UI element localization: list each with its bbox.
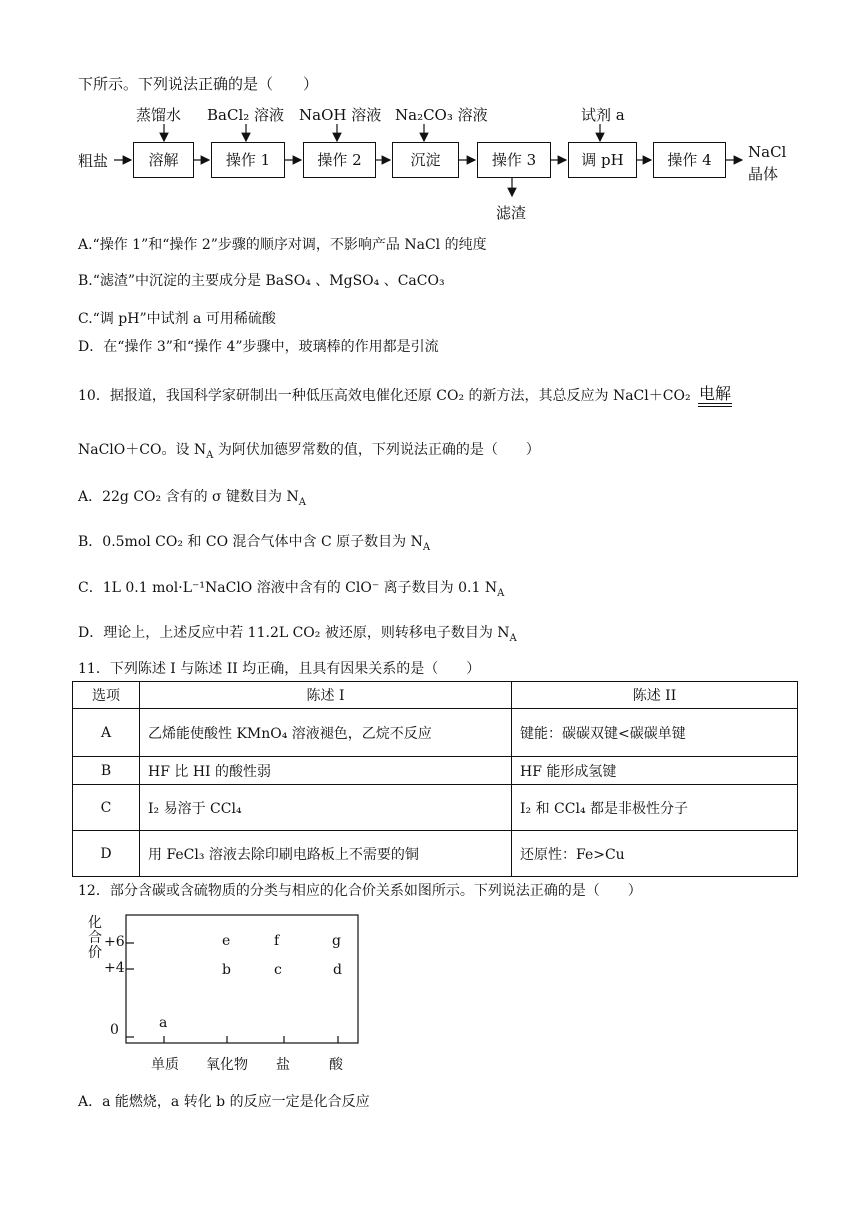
row-statement-1: HF 比 HI 的酸性弱	[140, 757, 512, 785]
q10-stem-text: 10．据报道，我国科学家研制出一种低压高效电催化还原 CO₂ 的新方法，其总反应为 NaCl＋CO₂	[78, 388, 691, 404]
point-e: e	[222, 933, 231, 949]
flow-step-dissolve: 溶解	[133, 142, 194, 178]
row-option: C	[73, 785, 140, 831]
subscript-a: A	[422, 541, 431, 553]
xtick-acid: 酸	[329, 1057, 343, 1073]
flow-step-op4: 操作 4	[653, 142, 726, 178]
row-statement-2: I₂ 和 CCl₄ 都是非极性分子	[512, 785, 798, 831]
point-b: b	[222, 962, 231, 978]
q10-option-b-text: B．0.5mol CO₂ 和 CO 混合气体中含 C 原子数目为 N	[78, 534, 423, 550]
q10-option-c-text: C．1L 0.1 mol·L⁻¹NaClO 溶液中含有的 ClO⁻ 离子数目为 0.1 N	[78, 580, 498, 596]
reagent-a: 试剂 a	[581, 106, 625, 124]
flow-step-op3: 操作 3	[477, 142, 551, 178]
point-a: a	[159, 1015, 168, 1031]
q9-option-b: B.“滤渣”中沉淀的主要成分是 BaSO₄ 、MgSO₄ 、CaCO₃	[78, 273, 445, 289]
q10-option-d-text: D．理论上，上述反应中若 11.2L CO₂ 被还原，则转移电子数目为 N	[78, 625, 510, 641]
flow-step-op2: 操作 2	[303, 142, 376, 178]
reagent-bacl2: BaCl₂ 溶液	[207, 106, 285, 124]
row-statement-2: 键能：碳碳双键<碳碳单键	[512, 709, 798, 757]
flow-end-line2: 晶体	[748, 165, 779, 183]
q12-option-a: A．a 能燃烧，a 转化 b 的反应一定是化合反应	[78, 1094, 370, 1110]
q9-option-c: C.“调 pH”中试剂 a 可用稀硫酸	[78, 311, 276, 327]
avogadro-subscript: A	[206, 449, 214, 461]
point-g: g	[332, 933, 341, 949]
ytick-zero: 0	[110, 1022, 119, 1038]
ytick-plus6: +6	[104, 934, 125, 950]
xtick-oxide: 氧化物	[206, 1057, 248, 1073]
ytick-plus4: +4	[104, 960, 125, 976]
flow-end-line1: NaCl	[748, 143, 787, 161]
reagent-water: 蒸馏水	[136, 106, 182, 124]
reagent-na2co3: Na₂CO₃ 溶液	[395, 106, 488, 124]
q9-option-d: D．在“操作 3”和“操作 4”步骤中，玻璃棒的作用都是引流	[78, 339, 439, 355]
row-statement-1: I₂ 易溶于 CCl₄	[140, 785, 512, 831]
xtick-salt: 盐	[276, 1057, 290, 1073]
subscript-a: A	[509, 632, 517, 644]
subscript-a: A	[298, 496, 306, 508]
question-9-intro: 下所示。下列说法正确的是（ ）	[78, 75, 319, 93]
electrolysis-label: 电解	[699, 384, 732, 403]
row-statement-1: 乙烯能使酸性 KMnO₄ 溶液褪色，乙烷不反应	[140, 709, 512, 757]
y-axis-label: 化合价	[88, 915, 102, 961]
q11-stem: 11．下列陈述 I 与陈述 II 均正确，且具有因果关系的是（ ）	[78, 661, 481, 677]
header-option: 选项	[73, 682, 140, 709]
header-statement-2: 陈述 II	[512, 682, 798, 709]
row-option: D	[73, 831, 140, 877]
header-statement-1: 陈述 I	[140, 682, 512, 709]
flow-start-label: 粗盐	[78, 152, 109, 170]
row-option: B	[73, 757, 140, 785]
flow-step-precipitate: 沉淀	[392, 142, 459, 178]
q12-stem: 12．部分含碳或含硫物质的分类与相应的化合价关系如图所示。下列说法正确的是（ ）	[78, 883, 642, 899]
subscript-a: A	[497, 587, 505, 599]
point-f: f	[274, 933, 280, 949]
flow-step-adjust-ph: 调 pH	[568, 142, 637, 178]
point-c: c	[274, 962, 282, 978]
row-statement-2: 还原性：Fe>Cu	[512, 831, 798, 877]
q9-option-a: A.“操作 1”和“操作 2”步骤的顺序对调，不影响产品 NaCl 的纯度	[78, 237, 487, 253]
flow-step-op1: 操作 1	[211, 142, 285, 178]
flow-byproduct-label: 滤渣	[496, 204, 527, 222]
row-statement-2: HF 能形成氢键	[512, 757, 798, 785]
q10-option-a-text: A．22g CO₂ 含有的 σ 键数目为 N	[78, 489, 299, 505]
xtick-element: 单质	[151, 1057, 179, 1073]
point-d: d	[333, 962, 342, 978]
row-statement-1: 用 FeCl₃ 溶液去除印刷电路板上不需要的铜	[140, 831, 512, 877]
reagent-naoh: NaOH 溶液	[299, 106, 382, 124]
row-option: A	[73, 709, 140, 757]
q10-stem-line2-rest: 为阿伏加德罗常数的值，下列说法正确的是（ ）	[213, 442, 540, 458]
q10-stem-line2-text: NaClO＋CO。设 N	[78, 442, 207, 458]
